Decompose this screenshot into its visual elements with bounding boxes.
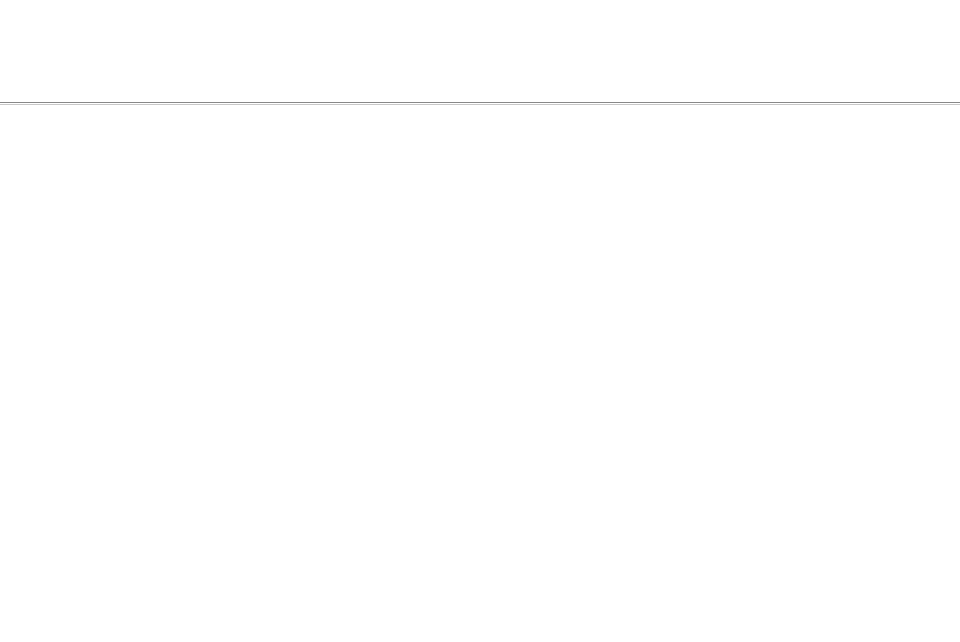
table-header: [0, 18, 960, 102]
header-divider: [0, 102, 960, 103]
page-title: [0, 0, 960, 16]
table-row: [0, 104, 960, 153]
